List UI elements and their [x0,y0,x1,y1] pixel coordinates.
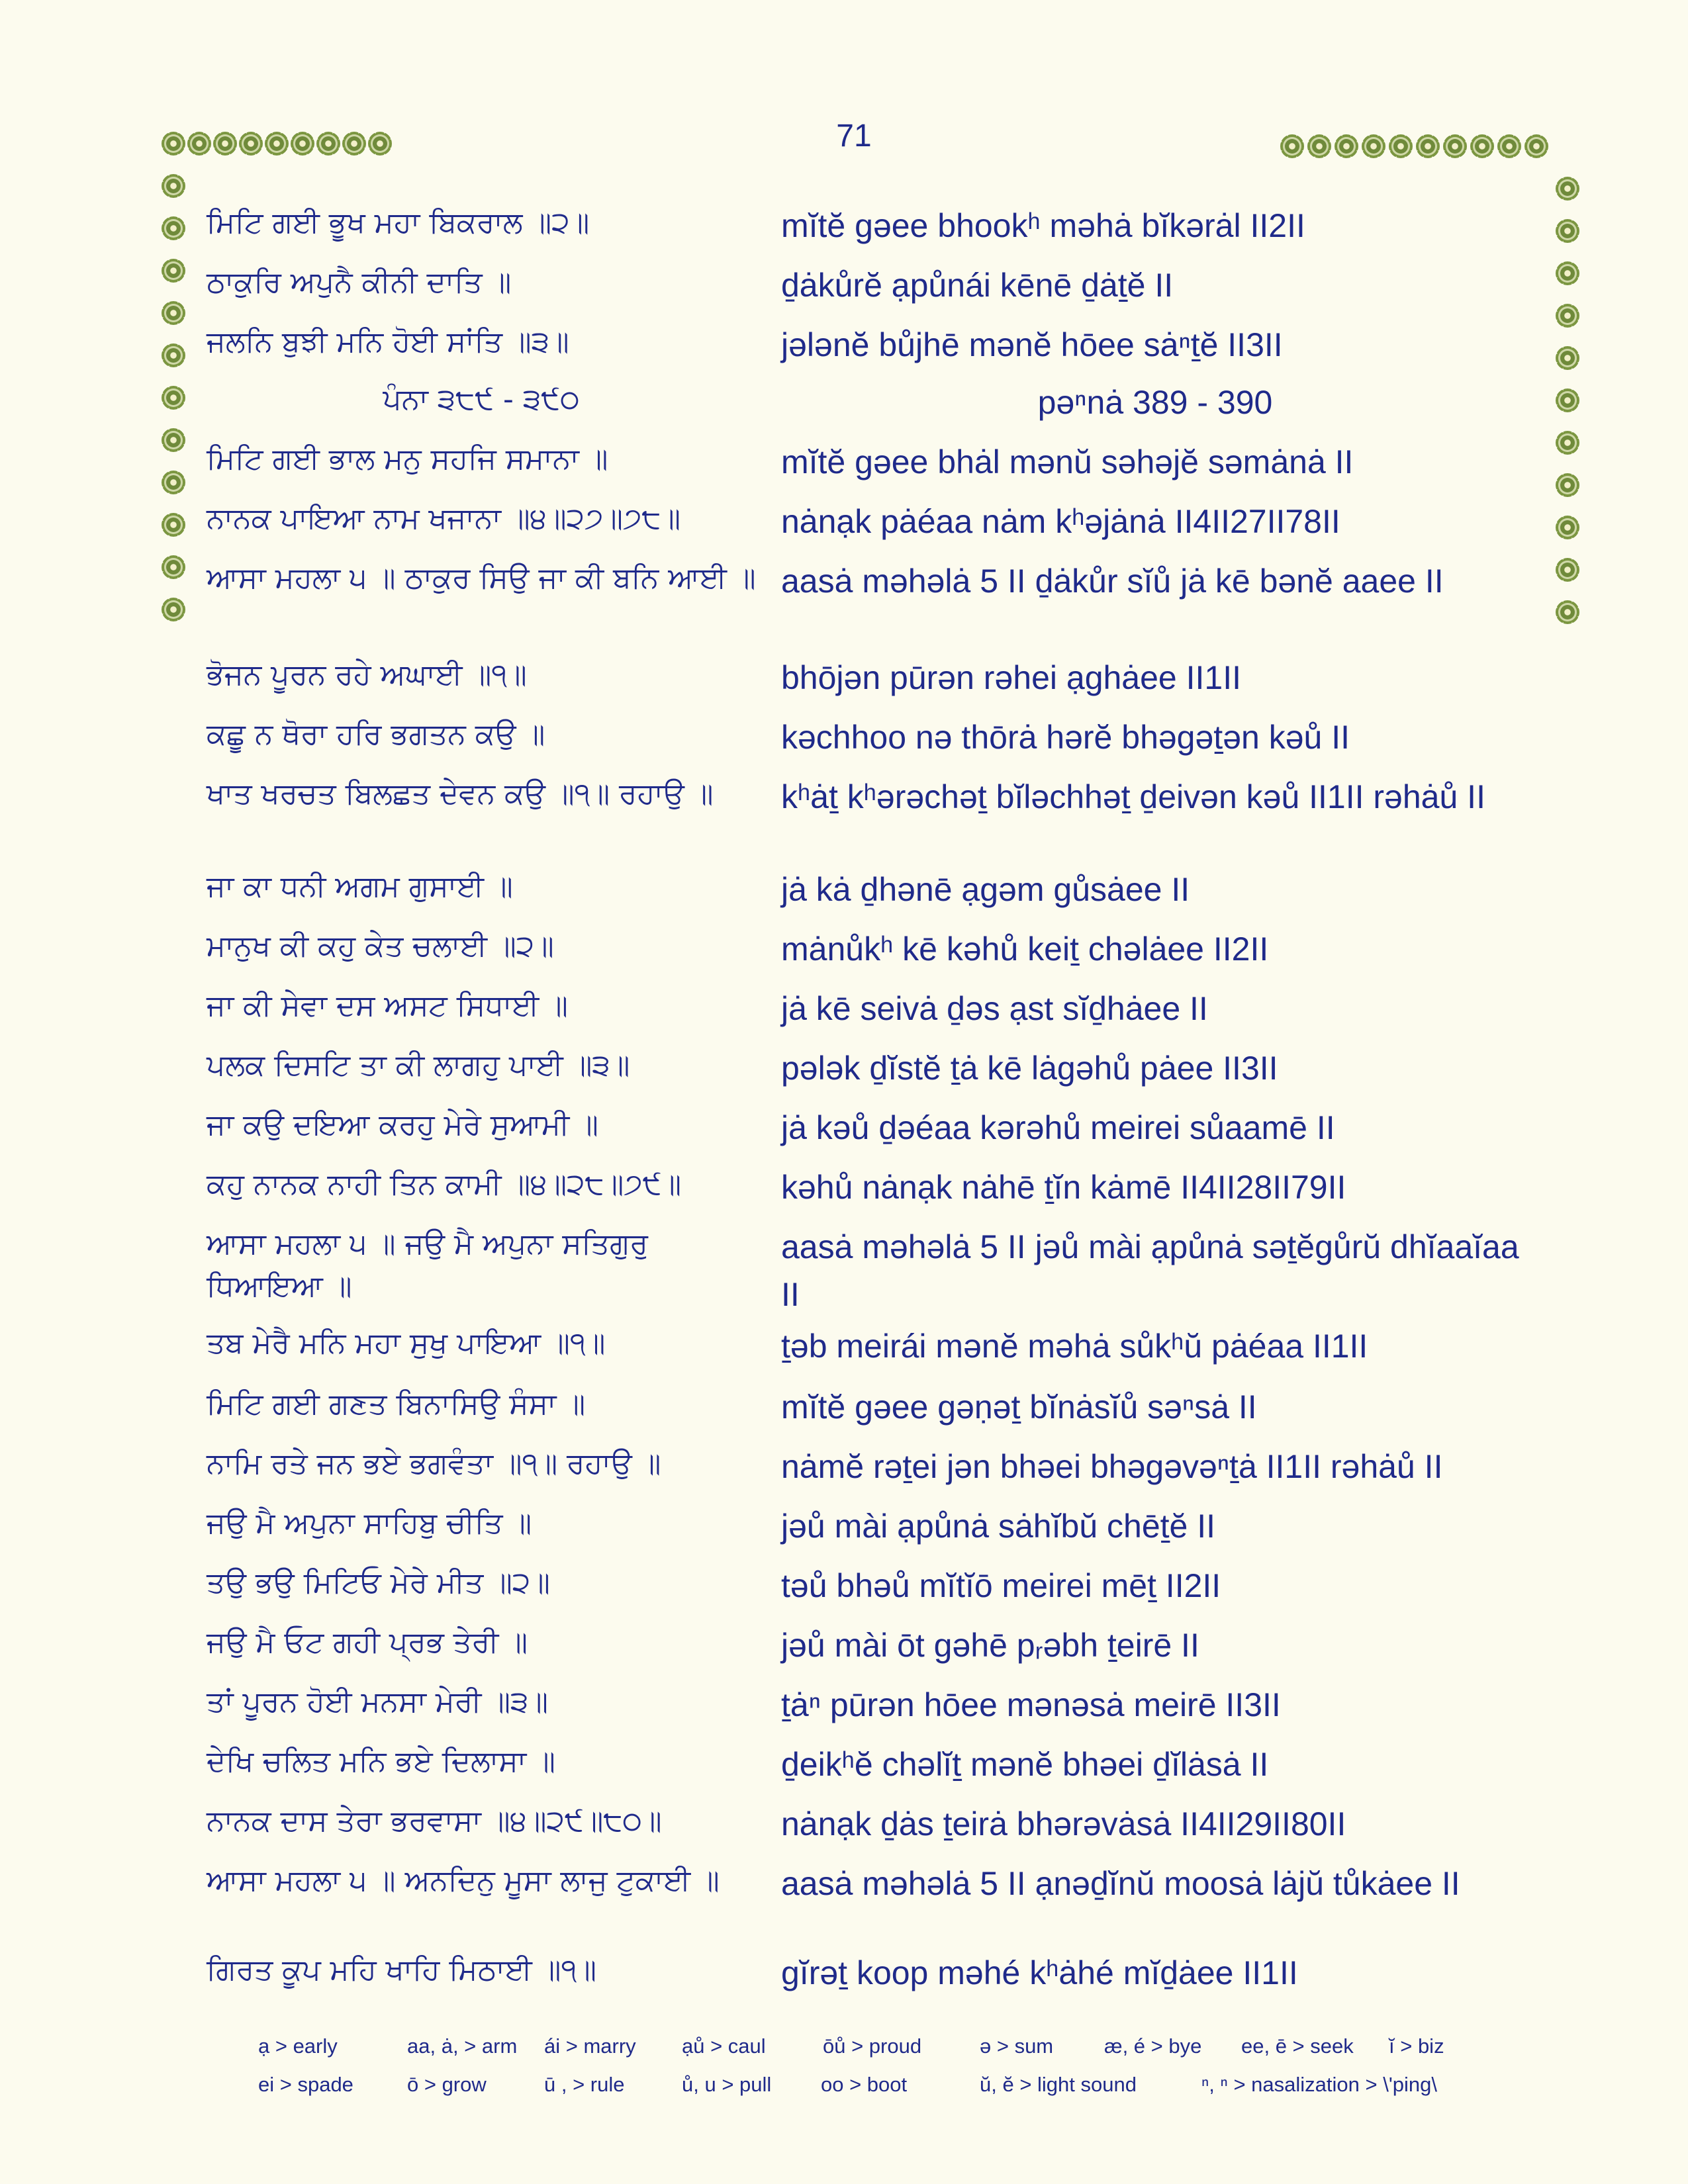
gurmukhi-text: ਪਲਕ ਦਿਸਟਿ ਤਾ ਕੀ ਲਾਗਹੁ ਪਾਈ ॥੩॥ [207,1048,630,1082]
transliteration-text: mĭtĕ gəee gəṇəṯ bĭnȧsĭů səⁿsȧ II [781,1388,1257,1426]
legend-item: ů, u > pull [682,2073,772,2096]
flower-ornament-icon [293,134,312,153]
gurmukhi-text: ਆਸਾ ਮਹਲਾ ੫ ॥ ਅਨਦਿਨੁ ਮੂਸਾ ਲਾਜੁ ਟੁਕਾਈ ॥ [207,1864,720,1897]
flower-ornament-icon [164,177,183,195]
transliteration-text: nȧnạk pȧéaa nȧm kʰəjȧnȧ II4II27II78II [781,503,1340,540]
gurmukhi-text: ਜਾ ਕਉ ਦਇਆ ਕਰਹੁ ਮੇਰੇ ਸੁਆਮੀ ॥ [207,1108,598,1142]
flower-ornament-icon [164,134,183,153]
gurmukhi-text: ਤਬ ਮੇਰੈ ਮਨਿ ਮਹਾ ਸੁਖੁ ਪਾਇਆ ॥੧॥ [207,1326,606,1360]
transliteration-text: ḏȧkůrĕ ạpůnái kēnē ḏȧṯĕ II [781,267,1174,304]
gurmukhi-text: ਮਿਟਿ ਗਈ ਗਣਤ ਬਿਨਾਸਿਉ ਸੰਸਾ ॥ [207,1387,586,1421]
flower-ornament-icon [1364,137,1383,156]
gurmukhi-text: ਜਾ ਕੀ ਸੇਵਾ ਦਸ ਅਸਟ ਸਿਧਾਈ ॥ [207,989,568,1023]
flower-ornament-icon [164,219,183,238]
flower-ornament-icon [1500,137,1519,156]
transliteration-text: mȧnůkʰ kē kəhů keiṯ chəlȧee II2II [781,931,1269,968]
page-number: 71 [836,118,872,154]
transliteration-text: nȧmĕ rəṯei jən bhəei bhəgəvəⁿṯȧ II1II rəhȧů II [781,1448,1443,1485]
flower-ornament-icon [1419,137,1437,156]
flower-ornament-icon [1558,603,1577,621]
legend-item: ə > sum [980,2034,1054,2058]
legend-item: ạ > early [258,2034,338,2058]
flower-ornament-icon [1310,137,1329,156]
transliteration-text: jȧ kē seivȧ ḏəs ạst sĭḏhȧee II [781,990,1208,1027]
gurmukhi-text: ਆਸਾ ਮਹਲਾ ੫ ॥ ਠਾਕੁਰ ਸਿਉ ਜਾ ਕੀ ਬਨਿ ਆਈ ॥ [207,561,756,595]
flower-ornament-icon [1558,222,1577,240]
gurmukhi-text: ਮਿਟਿ ਗਈ ਭਾਲ ਮਨੁ ਸਹਜਿ ਸਮਾਨਾ ॥ [207,442,608,476]
legend-item: ee, ē > seek [1241,2034,1354,2058]
flower-ornament-icon [1283,137,1301,156]
flower-ornament-icon [1558,433,1577,452]
flower-ornament-icon [164,600,183,619]
transliteration-page-ref: pəⁿnȧ 389 - 390 [1037,384,1273,421]
flower-ornament-icon [1446,137,1464,156]
flower-ornament-icon [1527,137,1546,156]
transliteration-text: aasȧ məhəlȧ 5 II ạnəḏĭnŭ moosȧ lȧjŭ tůkȧee II [781,1865,1460,1902]
gurmukhi-text: ਨਾਨਕ ਪਾਇਆ ਨਾਮ ਖਜਾਨਾ ॥੪॥੨੭॥੭੮॥ [207,502,681,535]
transliteration-text: aasȧ məhəlȧ 5 II ḏȧkůr sĭů jȧ kē bənĕ aaee II [781,563,1444,600]
flower-ornament-icon [164,346,183,365]
legend-item: ō > grow [407,2073,487,2096]
flower-ornament-icon [164,516,183,534]
flower-ornament-icon [164,431,183,449]
transliteration-text: pələk ḏĭstĕ ṯȧ kē lȧgəhů pȧee II3II [781,1050,1278,1087]
transliteration-text: kəchhoo nə thōrȧ hərĕ bhəgəṯən kəů II [781,719,1350,756]
gurmukhi-text: ਜਾ ਕਾ ਧਨੀ ਅਗਮ ਗੁਸਾਈ ॥ [207,870,513,903]
flower-ornament-icon [242,134,260,153]
flower-ornament-icon [345,134,363,153]
transliteration-text: ḏeikʰĕ chəlĭṯ mənĕ bhəei ḏĭlȧsȧ II [781,1746,1269,1783]
legend-item: ŭ, ĕ > light sound [980,2073,1137,2096]
transliteration-text: bhōjən pūrən rəhei ạghȧee II1II [781,659,1241,696]
flower-ornament-icon [164,261,183,280]
legend-item: ū , > rule [544,2073,625,2096]
legend-item: ⁿ, ⁿ > nasalization > \'ping\ [1201,2073,1437,2096]
flower-ornament-icon [216,134,234,153]
transliteration-text: jəů mài ạpůnȧ sȧhĭbŭ chēṯĕ II [781,1508,1216,1545]
flower-ornament-icon [1558,476,1577,494]
transliteration-text: jəů mài ōt gəhē pᵣəbh ṯeirē II [781,1627,1199,1664]
gurmukhi-text: ਮਿਟਿ ਗਈ ਭੂਖ ਮਹਾ ਬਿਕਰਾਲ ॥੨॥ [207,206,590,240]
flower-ornament-icon [1558,391,1577,410]
gurmukhi-text: ਗਿਰਤ ਕੂਪ ਮਹਿ ਖਾਹਿ ਮਿਠਾਈ ॥੧॥ [207,1953,596,1987]
flower-ornament-icon [1337,137,1356,156]
flower-ornament-icon [1558,179,1577,198]
legend-item: oo > boot [821,2073,908,2096]
gurmukhi-text: ਠਾਕੁਰਿ ਅਪੁਨੈ ਕੀਨੀ ਦਾਤਿ ॥ [207,265,512,299]
flower-ornament-icon [371,134,389,153]
flower-ornament-icon [1558,264,1577,283]
transliteration-text: təů bhəů mĭtĭō meirei mēṯ II2II [781,1567,1221,1604]
gurmukhi-text: ਦੇਖਿ ਚਲਿਤ ਮਨਿ ਭਏ ਦਿਲਾਸਾ ॥ [207,1745,555,1778]
gurmukhi-text: ਜਉ ਮੈ ਓਟ ਗਹੀ ਪ੍ਰਭ ਤੇਰੀ ॥ [207,1625,528,1659]
flower-ornament-icon [164,473,183,492]
legend-item: ạů > caul [682,2034,766,2058]
transliteration-text: kʰȧṯ kʰərəchəṯ bĭləchhəṯ ḏeivən kəů II1II rəhȧů II [781,778,1485,815]
gurmukhi-text: ਆਸਾ ਮਹਲਾ ੫ ॥ ਜਉ ਮੈ ਅਪੁਨਾ ਸਤਿਗੁਰੁ ਧਿਆਇਆ ॥ [207,1227,648,1303]
gurmukhi-text: ਕਹੁ ਨਾਨਕ ਨਾਹੀ ਤਿਨ ਕਾਮੀ ॥੪॥੨੮॥੭੯॥ [207,1167,682,1201]
flower-ornament-icon [1558,518,1577,537]
gurmukhi-text: ਜਲਨਿ ਬੁਝੀ ਮਨਿ ਹੋਈ ਸਾਂਤਿ ॥੩॥ [207,325,569,359]
transliteration-text: mĭtĕ gəee bhookʰ məhȧ bĭkərȧl II2II [781,207,1305,244]
gurmukhi-text: ਨਾਨਕ ਦਾਸ ਤੇਰਾ ਭਰਵਾਸਾ ॥੪॥੨੯॥੮੦॥ [207,1804,662,1838]
transliteration-text: nȧnạk ḏȧs ṯeirȧ bhərəvȧsȧ II4II29II80II [781,1805,1346,1843]
flower-ornament-icon [319,134,338,153]
flower-ornament-icon [164,558,183,576]
gurmukhi-text: ਭੋਜਨ ਪੂਰਨ ਰਹੇ ਅਘਾਈ ॥੧॥ [207,658,527,692]
flower-ornament-icon [1558,561,1577,579]
flower-ornament-icon [164,388,183,407]
gurmukhi-text: ਜਉ ਮੈ ਅਪੁਨਾ ਸਾਹਿਬੁ ਚੀਤਿ ॥ [207,1506,532,1540]
legend-item: æ, é > bye [1104,2034,1202,2058]
transliteration-text: kəhů nȧnạk nȧhē ṯĭn kȧmē II4II28II79II [781,1169,1346,1206]
transliteration-text: ṯȧⁿ pūrən hōee mənəsȧ meirē II3II [781,1686,1281,1723]
transliteration-text: aasȧ məhəlȧ 5 II jəů mài ạpůnȧ səṯĕgůrŭ dhĭaaĭaa II [781,1228,1519,1313]
transliteration-text: jȧ kəů ḏəéaa kərəhů meirei sůaamē II [781,1109,1335,1146]
gurmukhi-text: ਨਾਮਿ ਰਤੇ ਜਨ ਭਏ ਭਗਵੰਤਾ ॥੧॥ ਰਹਾਉ ॥ [207,1447,661,1480]
flower-ornament-icon [164,304,183,322]
flower-ornament-icon [1558,349,1577,367]
legend-item: ái > marry [544,2034,636,2058]
flower-ornament-icon [190,134,209,153]
legend-item: ei > spade [258,2073,353,2096]
gurmukhi-text: ਮਾਨੁਖ ਕੀ ਕਹੁ ਕੇਤ ਚਲਾਈ ॥੨॥ [207,929,554,963]
flower-ornament-icon [1473,137,1491,156]
transliteration-text: gĭrəṯ koop məhé kʰȧhé mĭḏȧee II1II [781,1954,1298,1991]
gurmukhi-text: ਤਾਂ ਪੂਰਨ ਹੋਈ ਮਨਸਾ ਮੇਰੀ ॥੩॥ [207,1685,549,1719]
legend-item: ōů > proud [823,2034,922,2058]
transliteration-text: mĭtĕ gəee bhȧl mənŭ səhəjĕ səmȧnȧ II [781,443,1354,480]
transliteration-text: ṯəb meirái mənĕ məhȧ sůkʰŭ pȧéaa II1II [781,1328,1368,1365]
legend-item: ĭ > biz [1389,2034,1444,2058]
transliteration-text: jələnĕ bůjhē mənĕ hōee sȧⁿṯĕ II3II [781,326,1283,363]
gurmukhi-text: ਤਉ ਭਉ ਮਿਟਿਓ ਮੇਰੇ ਮੀਤ ॥੨॥ [207,1566,550,1600]
gurmukhi-text: ਖਾਤ ਖਰਚਤ ਬਿਲਛਤ ਦੇਵਨ ਕਉ ॥੧॥ ਰਹਾਉ ॥ [207,777,714,811]
gurmukhi-page-ref: ਪੰਨਾ ੩੮੯ - ੩੯੦ [383,383,580,416]
flower-ornament-icon [1558,306,1577,325]
transliteration-text: jȧ kȧ ḏhənē ạgəm gůsȧee II [781,871,1190,908]
gurmukhi-text: ਕਛੂ ਨ ਥੋਰਾ ਹਰਿ ਭਗਤਨ ਕਉ ॥ [207,717,545,751]
flower-ornament-icon [267,134,286,153]
flower-ornament-icon [1391,137,1410,156]
legend-item: aa, ȧ, > arm [407,2034,518,2058]
